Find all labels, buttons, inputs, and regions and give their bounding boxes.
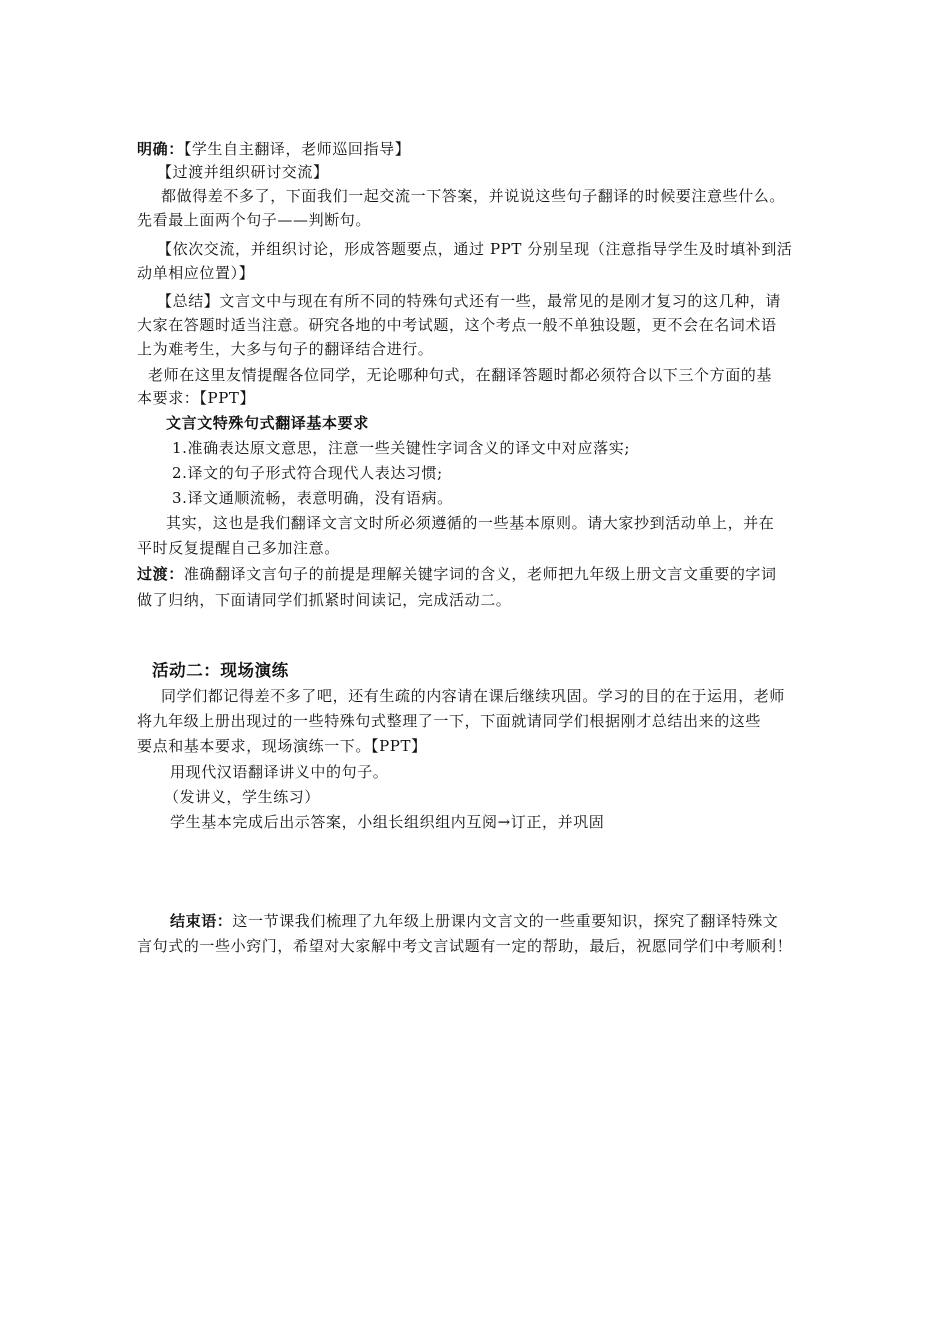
clarify-label: 明确： xyxy=(137,140,184,158)
reminder-paragraph-line2: 本要求：【PPT】 xyxy=(137,389,256,407)
principle-paragraph-line2: 平时反复提醒自己多加注意。 xyxy=(137,539,340,557)
reminder-paragraph-line1: 老师在这里友情提醒各位同学，无论哪种句式，在翻译答题时都必须符合以下三个方面的基 xyxy=(148,366,773,384)
activity-two-line1: 同学们都记得差不多了吧，还有生疏的内容请在课后继续巩固。学习的目的在于运用，老师 xyxy=(161,687,786,705)
activity-two-line2: 将九年级上册出现过的一些特殊句式整理了一下，下面就请同学们根据刚才总结出来的这些 xyxy=(137,712,762,730)
transition-text: 准确翻译文言句子的前提是理解关键字词的含义，老师把九年级上册文言文重要的字词 xyxy=(183,565,777,583)
exchange-paragraph-line2: 先看最上面两个句子——判断句。 xyxy=(137,211,372,229)
requirements-title: 文言文特殊句式翻译基本要求 xyxy=(166,414,369,432)
clarify-paragraph xyxy=(137,138,410,160)
summary-paragraph-line3: 上为难考生，大多与句子的翻译结合进行。 xyxy=(137,340,434,358)
closing-paragraph-line2: 言句式的一些小窍门，希望对大家解中考文言试题有一定的帮助，最后，祝愿同学们中考顺利！ xyxy=(137,937,793,955)
activity-two-line5: （发讲义，学生练习） xyxy=(164,788,321,806)
discussion-note-line1: 【依次交流，并组织讨论，形成答题要点，通过 PPT 分别呈现（注意指导学生及时填补到活 xyxy=(157,240,793,258)
exchange-paragraph-line1: 都做得差不多了，下面我们一起交流一下答案，并说说这些句子翻译的时候要注意些什么。 xyxy=(161,187,786,205)
activity-two-line4: 用现代汉语翻译讲义中的句子。 xyxy=(170,763,389,781)
principle-paragraph-line1: 其实，这也是我们翻译文言文时所必须遵循的一些基本原则。请大家抄到活动单上，并在 xyxy=(166,514,775,532)
closing-paragraph-line1 xyxy=(170,910,778,932)
transition-label: 过渡： xyxy=(137,565,184,583)
clarify-text: 【学生自主翻译，老师巡回指导】 xyxy=(183,140,411,158)
transition-paragraph-line2: 做了归纳，下面请同学们抓紧时间读记，完成活动二。 xyxy=(137,591,512,609)
discussion-note-line2: 动单相应位置）】 xyxy=(137,264,255,282)
activity-two-heading: 活动二：现场演练 xyxy=(152,661,289,680)
activity-two-line3: 要点和基本要求，现场演练一下。【PPT】 xyxy=(137,737,427,755)
activity-two-line6: 学生基本完成后出示答案，小组长组织组内互阅→订正，并巩固 xyxy=(170,813,605,831)
transition-paragraph-line1 xyxy=(137,563,777,585)
requirement-item-3: 3.译文通顺流畅，表意明确，没有语病。 xyxy=(172,489,453,507)
transition-note: 【过渡并组织研讨交流】 xyxy=(157,163,329,181)
summary-paragraph-line2: 大家在答题时适当注意。研究各地的中考试题，这个考点一般不单独设题，更不会在名词术语 xyxy=(137,316,777,334)
closing-label: 结束语： xyxy=(170,912,233,930)
requirement-item-1: 1.准确表达原文意思，注意一些关键性字词含义的译文中对应落实; xyxy=(172,439,630,457)
summary-paragraph-line1: 【总结】文言文中与现在有所不同的特殊句式还有一些，最常见的是刚才复习的这几种，请 xyxy=(157,292,782,310)
closing-text: 这一节课我们梳理了九年级上册课内文言文的一些重要知识，探究了翻译特殊文 xyxy=(232,912,779,930)
requirement-item-2: 2.译文的句子形式符合现代人表达习惯; xyxy=(172,464,443,482)
